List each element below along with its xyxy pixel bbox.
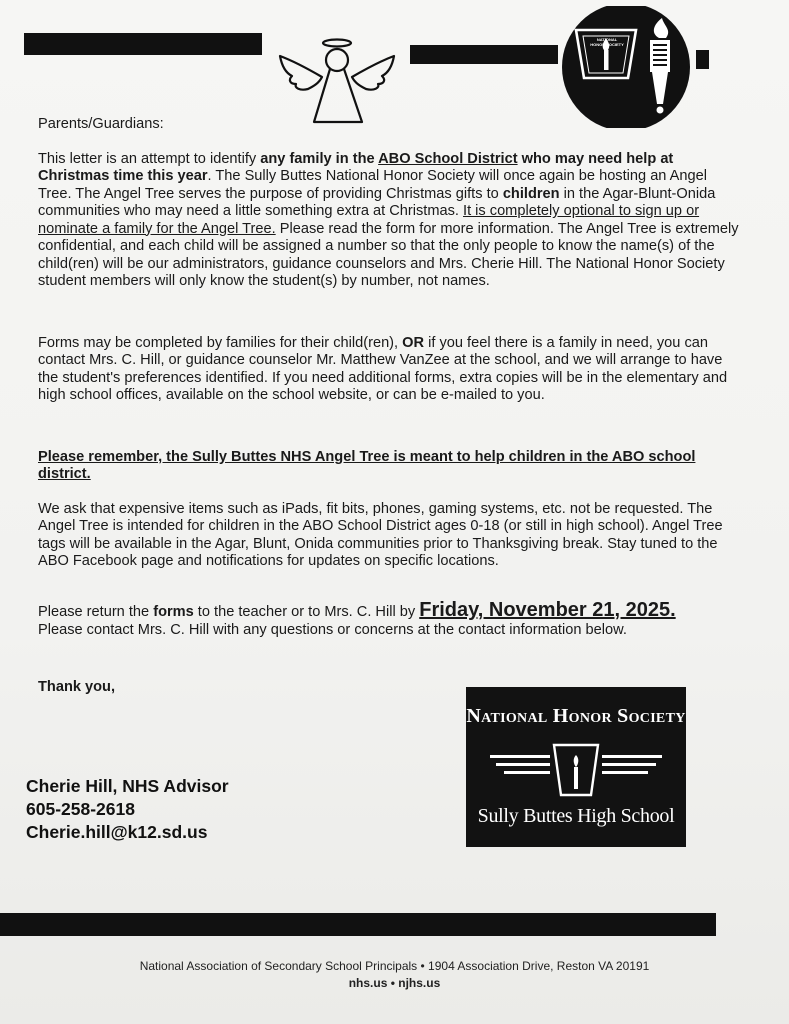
paragraph-intro: [38, 151, 743, 291]
paragraph-items: We ask that expensive items such as iPads, fit bits, phones, gaming systems, etc. not be requested. The Angel Tree is intended for children in the ABO School District ages 0-18 (or still in high school). Angel Tree tags will be available in the Agar, Blunt, Onida communities prior to Thanksgiving break. Stay tuned to the ABO Facebook page and notifications for updates on specific locations.: [38, 500, 723, 570]
intro-text-e: . The Sully Buttes National Honor Society will once again be hosting an Angel Tree. The Angel Tree serves the purpose of providing Christmas gifts to: [38, 168, 707, 202]
abo-district-text: ABO School District: [378, 150, 518, 167]
top-bar-left: [24, 33, 262, 55]
nhs-logo: [466, 687, 686, 847]
top-bar-middle: [410, 45, 558, 64]
intro-text-i: Please read the form for more information. The Angel Tree is extremely confidential, and each child will be assigned a number so that the only people to know the name(s) of the child(ren) will be our administrators, guidance counselors and Mrs. Cherie Hill. The National Honor Society student members will only know the student(s) by number, not names.: [38, 220, 739, 290]
children-text: children: [502, 185, 560, 202]
forms-text-a: Forms may be completed by families for their child(ren),: [38, 334, 403, 351]
closing: Thank you,: [38, 678, 116, 695]
return-text-a: Please return the: [38, 604, 154, 620]
emblem-text-2: HONOR SOCIETY: [590, 42, 624, 47]
intro-text-a: This letter is an attempt to identify: [38, 150, 261, 167]
top-bar-right: [696, 50, 709, 69]
greeting: Parents/Guardians:: [38, 115, 164, 132]
footer: [0, 958, 789, 992]
emblem-text-1: NATIONAL: [596, 37, 618, 42]
nhs-emblem: [560, 6, 692, 128]
return-line: [38, 599, 743, 622]
paragraph-return: [38, 599, 743, 639]
forms-text-c: if you feel there is a family in need, you can contact Mrs. C. Hill, or guidance counselor Mr. Matthew VanZee at the school, and we will arrange to have the student's preferences identified. If you need additional forms, extra copies will be in the elementary and high school offices, available on the school website, or can be e-mailed to you.: [38, 334, 728, 404]
forms-word: forms: [153, 604, 194, 620]
signature-block: [26, 775, 229, 844]
logo-title: [466, 705, 686, 728]
bottom-bar: [0, 913, 716, 936]
angel-icon: [276, 36, 396, 126]
intro-text-g: in the Agar-Blunt-Onida communities who may need a little something extra at Christmas.: [38, 185, 716, 220]
signature-phone: 605-258-2618: [26, 799, 135, 819]
intro-text-d: who may need help at Christmas time this year: [38, 150, 674, 185]
intro-text-b: any family in the: [260, 150, 379, 167]
logo-school: Sully Buttes High School: [477, 805, 675, 827]
optional-note: It is completely optional to sign up or nominate a family for the Angel Tree.: [38, 203, 700, 237]
return-text-c: to the teacher or to Mrs. C. Hill by: [193, 604, 420, 620]
footer-links: nhs.us • njhs.us: [348, 976, 441, 990]
keystone-icon: [490, 741, 662, 799]
reminder-heading: Please remember, the Sully Buttes NHS Angel Tree is meant to help children in the ABO school district.: [38, 448, 696, 483]
footer-address: National Association of Secondary School Principals • 1904 Association Drive, Reston VA 20191: [139, 959, 650, 973]
paragraph-forms: [38, 335, 743, 405]
forms-or-text: OR: [402, 334, 425, 351]
signature-name: Cherie Hill, NHS Advisor: [26, 776, 229, 796]
logo-title-text: National Honor Society: [466, 705, 686, 727]
due-date: Friday, November 21, 2025.: [419, 599, 676, 621]
contact-line: Please contact Mrs. C. Hill with any questions or concerns at the contact information below.: [38, 621, 627, 638]
signature-email: Cherie.hill@k12.sd.us: [26, 822, 208, 842]
